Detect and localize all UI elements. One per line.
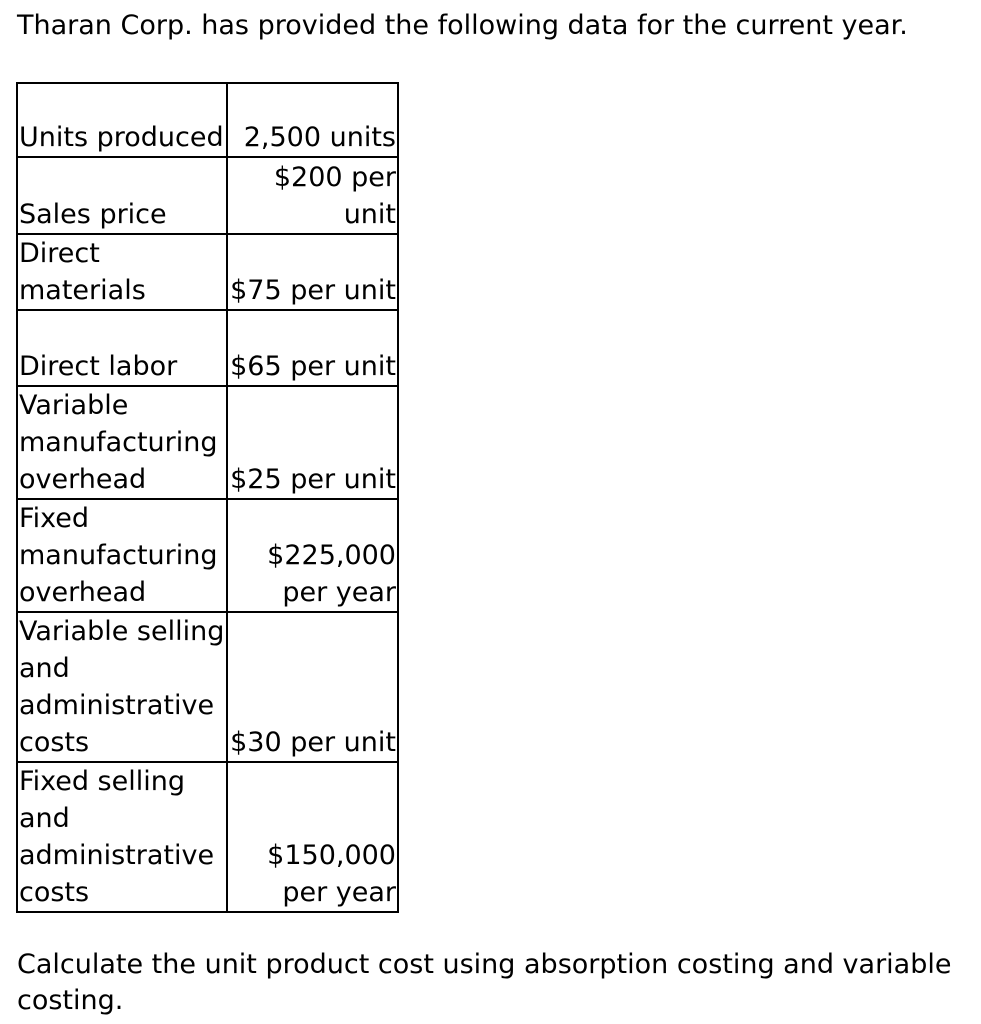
- table-row: [17, 612, 398, 762]
- row-value: $65 per unit: [227, 310, 398, 386]
- table-row: [17, 157, 398, 234]
- row-value: $25 per unit: [227, 386, 398, 499]
- row-label: Units produced: [17, 83, 227, 157]
- table-row: [17, 310, 398, 386]
- row-label: Direct materials: [17, 234, 227, 310]
- row-label: Variable selling and administrative costs: [17, 612, 227, 762]
- table-row: [17, 386, 398, 499]
- row-value: $30 per unit: [227, 612, 398, 762]
- table-row: [17, 499, 398, 612]
- table-row: [17, 234, 398, 310]
- row-value: 2,500 units: [227, 83, 398, 157]
- row-value: $75 per unit: [227, 234, 398, 310]
- intro-text: Tharan Corp. has provided the following data for the current year.: [17, 10, 908, 41]
- row-value: $225,000 per year: [227, 499, 398, 612]
- table-row: [17, 83, 398, 157]
- table-row: [17, 762, 398, 912]
- row-label: Fixed manufacturing overhead: [17, 499, 227, 612]
- cost-data-table: [16, 82, 399, 913]
- row-value: $150,000 per year: [227, 762, 398, 912]
- question-text: Calculate the unit product cost using absorption costing and variable costing.: [17, 949, 952, 1016]
- row-label: Sales price: [17, 157, 227, 234]
- row-label: Variable manufacturing overhead: [17, 386, 227, 499]
- row-label: Direct labor: [17, 310, 227, 386]
- row-label: Fixed selling and administrative costs: [17, 762, 227, 912]
- row-value: $200 per unit: [227, 157, 398, 234]
